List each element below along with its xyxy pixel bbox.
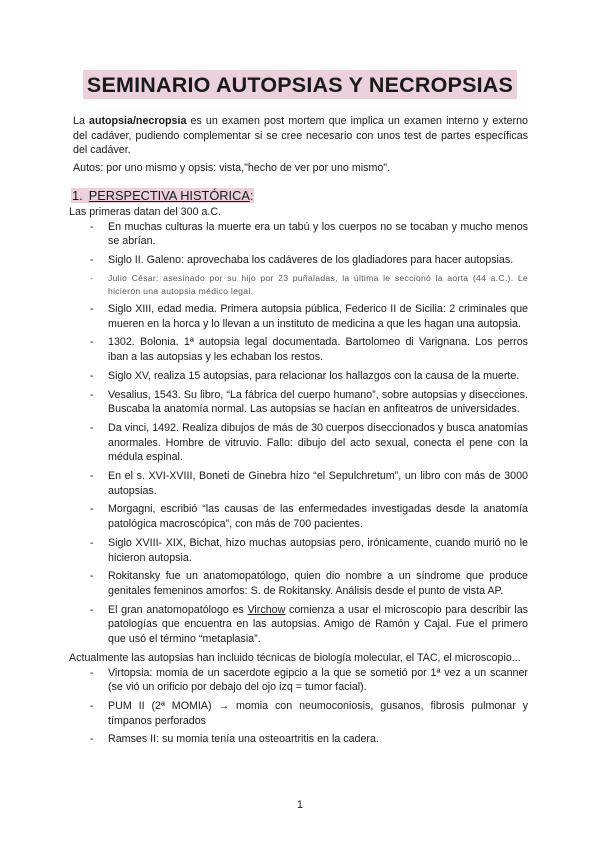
list-item: - Siglo II. Galeno: aprovechaba los cadáveres de los gladiadores para hacer autopsias. — [108, 253, 528, 268]
list-item: - 1302. Bolonia. 1ª autopsia legal documentada. Bartolomeo di Varignana. Los perros iban a las autopsias y les echaban los restos. — [108, 335, 528, 364]
list-item: - Siglo XIII, edad media. Primera autopsia pública, Federico II de Sicilia: 2 criminales que mueren en la horca y lo llevan a un instituto de medicina a que les hagan una autopsia. — [108, 302, 528, 331]
virchow-post: comienza a usar el microscopio para describir las patologías que encuentra en las autopsias. Amigo de Ramón y Cajal. Fue el primero que usó el término “metaplasia”. — [108, 603, 528, 646]
virchow-pre: El gran anatomopatólogo es — [108, 603, 248, 616]
primeras-line: Las primeras datan del 300 a.C. — [69, 205, 222, 218]
list-item-virchow — [108, 603, 528, 647]
actualmente-paragraph: Actualmente las autopsias han incluido técnicas de biología molecular, el TAC, el microscopio... — [69, 651, 521, 664]
list-item: - Rokitansky fue un anatomopatólogo, quien dio nombre a un síndrome que produce genitales femeninos amorfos: S. de Rokitansky. Análisis desde el punto de vista AP. — [108, 569, 528, 598]
list-item: - Morgagni, escribió “las causas de las enfermedades investigadas desde la anatomía patológica macroscópica”, con más de 700 pacientes. — [108, 502, 528, 531]
history-list — [73, 220, 528, 647]
list-item: - PUM II (2ª MOMIA) → momia con neumoconiosis, gusanos, fibrosis pulmonar y tímpanos perforados — [108, 699, 528, 728]
list-item: - Siglo XVIII- XIX, Bichat, hizo muchas autopsias pero, irónicamente, cuando murió no le hicieron autopsia. — [108, 536, 528, 565]
section-number: 1. — [72, 187, 83, 203]
page-number: 1 — [297, 799, 303, 811]
list-item: - En el s. XVI-XVIII, Boneti de Ginebra hizo “el Sepulchretum”, un libro con más de 3000 autopsias. — [108, 469, 528, 498]
list-item: - En muchas culturas la muerte era un tabú y los cuerpos no se tocaban y mucho menos se abrían. — [108, 220, 528, 249]
list-item: - Julio César: asesinado por su hijo por 23 puñaladas, la última le seccionó la aorta (44 a.C.). Le hicieron una autopsia médico legal. — [108, 272, 528, 298]
intro-bold-term: autopsia/necropsia — [89, 115, 187, 127]
intro-paragraph — [73, 114, 528, 158]
intro-post: es un examen post mortem que implica un examen interno y externo del cadáver, pudiendo complementar si se cree necesario con unos test de partes específicas del cadáver. — [73, 115, 528, 157]
section-label: PERSPECTIVA HISTÓRICA — [88, 187, 250, 203]
list-item: - Virtopsia: momia de un sacerdote egipcio a la que se sometió por 1ª vez a un scanner (se vió un orificio por debajo del ojo izq = tumor facial). — [108, 666, 528, 695]
virchow-link[interactable]: Virchow — [247, 603, 286, 616]
section-suffix: : — [249, 187, 254, 203]
autos-line: Autos: por uno mismo y opsis: vista,"hecho de ver por uno mismo". — [73, 162, 391, 175]
list-item: - Siglo XV, realiza 15 autopsias, para relacionar los hallazgos con la causa de la muerte. — [108, 369, 528, 384]
list-item: - Vesalius, 1543. Su libro, “La fábrica del cuerpo humano”, sobre autopsias y disecciones. Buscaba la anatomía normal. Las autopsias se hacían en anfiteatros de universidades. — [108, 388, 528, 417]
section-heading — [71, 188, 528, 204]
intro-pre: La — [73, 115, 89, 127]
title-wrap — [0, 70, 600, 99]
list-item: - Da vinci, 1492. Realiza dibujos de más de 30 cuerpos diseccionados y busca anatomías anormales. Hombre de vitruvio. Fallo: dibujo del acto sexual, conecta el pene con la médula espinal. — [108, 421, 528, 465]
document-title: SEMINARIO AUTOPSIAS Y NECROPSIAS — [83, 70, 517, 99]
document-body — [69, 114, 528, 751]
list-item: - Ramses II: su momia tenía una osteoartritis en la cadera. — [108, 732, 528, 747]
modern-list — [73, 666, 528, 748]
section-heading-highlight — [71, 188, 254, 203]
